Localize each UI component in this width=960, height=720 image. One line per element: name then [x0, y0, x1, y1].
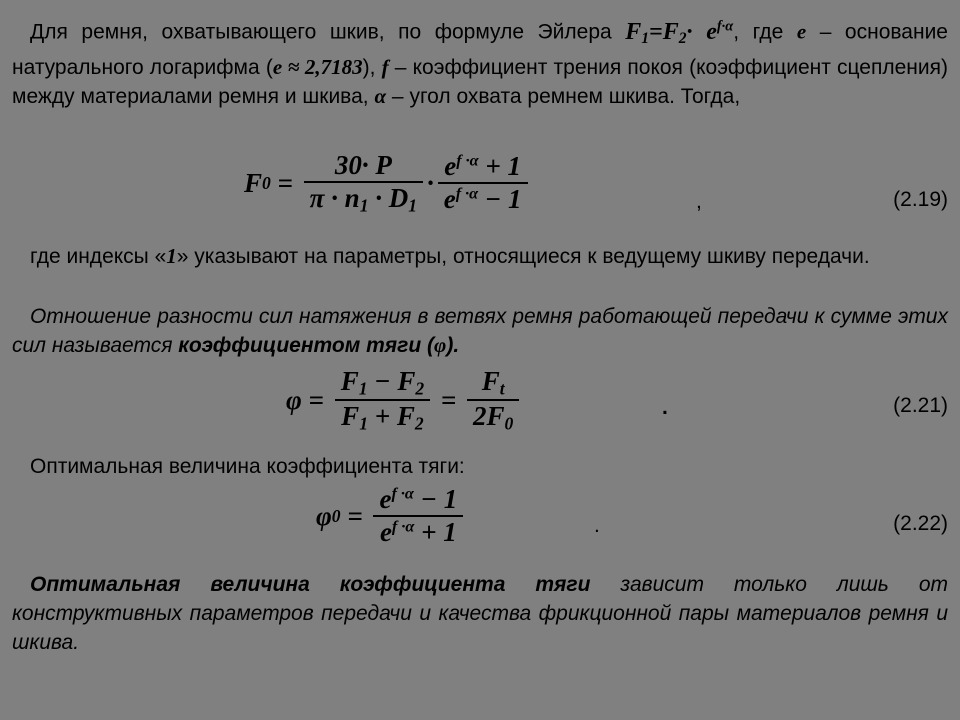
symbol-alpha: α: [374, 83, 387, 108]
optimal-heading: Оптимальная величина коэффициента тяги:: [30, 455, 465, 478]
index-paragraph: где индексы «1» указывают на параметры, относящиеся к ведущему шкиву передачи.: [30, 244, 870, 268]
euler-paragraph: [12, 12, 948, 111]
fraction: $\frac{e^{f \cdot\alpha} + 1}{e^{f \cdot\alpha} - 1}$: [438, 151, 528, 215]
text: , где: [733, 20, 797, 44]
text: – угол охвата ремнем шкива. Тогда,: [386, 84, 741, 108]
equation-number: (2.19): [893, 188, 948, 211]
text: – основание натурального логарифма (: [12, 20, 948, 79]
fraction: $\frac{F_1 - F_2}{F_1 + F_2}$: [335, 366, 430, 435]
symbol-e: e: [272, 54, 283, 79]
equation-number: (2.21): [893, 394, 948, 417]
equation-2-21: φ = $\frac{F_1 - F_2}{F_1 + F_2}$ = $\frac{F_t}{2F_0}$: [286, 366, 523, 435]
conclusion-paragraph: Оптимальная величина коэффициента тяги зависит только лишь от конструктивных параметров передачи и качества фрикционной пары материалов ремня и шкива.: [12, 573, 949, 654]
fraction: $\frac{30\cdot P}{\pi \cdot n_1 \cdot D_1}$: [304, 150, 423, 216]
fraction: $\frac{e^{f \cdot\alpha} - 1}{e^{f \cdot\alpha} + 1}$: [373, 484, 463, 548]
equation-comma: ,: [696, 190, 702, 213]
traction-definition: Отношение разности сил натяжения в ветвях ремня работающей передачи к сумме этих сил называется коэффициентом тяги (φ).: [12, 305, 948, 357]
equation-dot: .: [662, 396, 668, 419]
euler-inline-formula: $F_1=F_2\cdot e^{f\cdot\alpha}$: [625, 18, 734, 47]
symbol-e: e: [796, 19, 807, 44]
fraction: $\frac{F_t}{2F_0}$: [467, 366, 519, 435]
equation-2-22: φ 0 = $\frac{e^{f \cdot\alpha} - 1}{e^{f \cdot\alpha} + 1}$: [316, 484, 467, 548]
equation-dot: .: [594, 514, 600, 537]
text: Для ремня, охватывающего шкив, по формуле Эйлера: [30, 20, 626, 44]
e-value: ≈ 2,7183: [282, 54, 363, 79]
equation-2-19: F 0 = $\frac{30\cdot P}{\pi \cdot n_1 \cdot D_1}$ · $\frac{e^{f \cdot\alpha} + 1}{e^{f \cdot\alpha} - 1}$: [244, 150, 532, 216]
text: – коэффициент трения покоя (коэффициент сцепления) между материалами ремня и шкива,: [12, 55, 948, 108]
text: ),: [362, 55, 382, 79]
symbol-f: f: [381, 54, 389, 79]
equation-number: (2.22): [893, 512, 948, 535]
